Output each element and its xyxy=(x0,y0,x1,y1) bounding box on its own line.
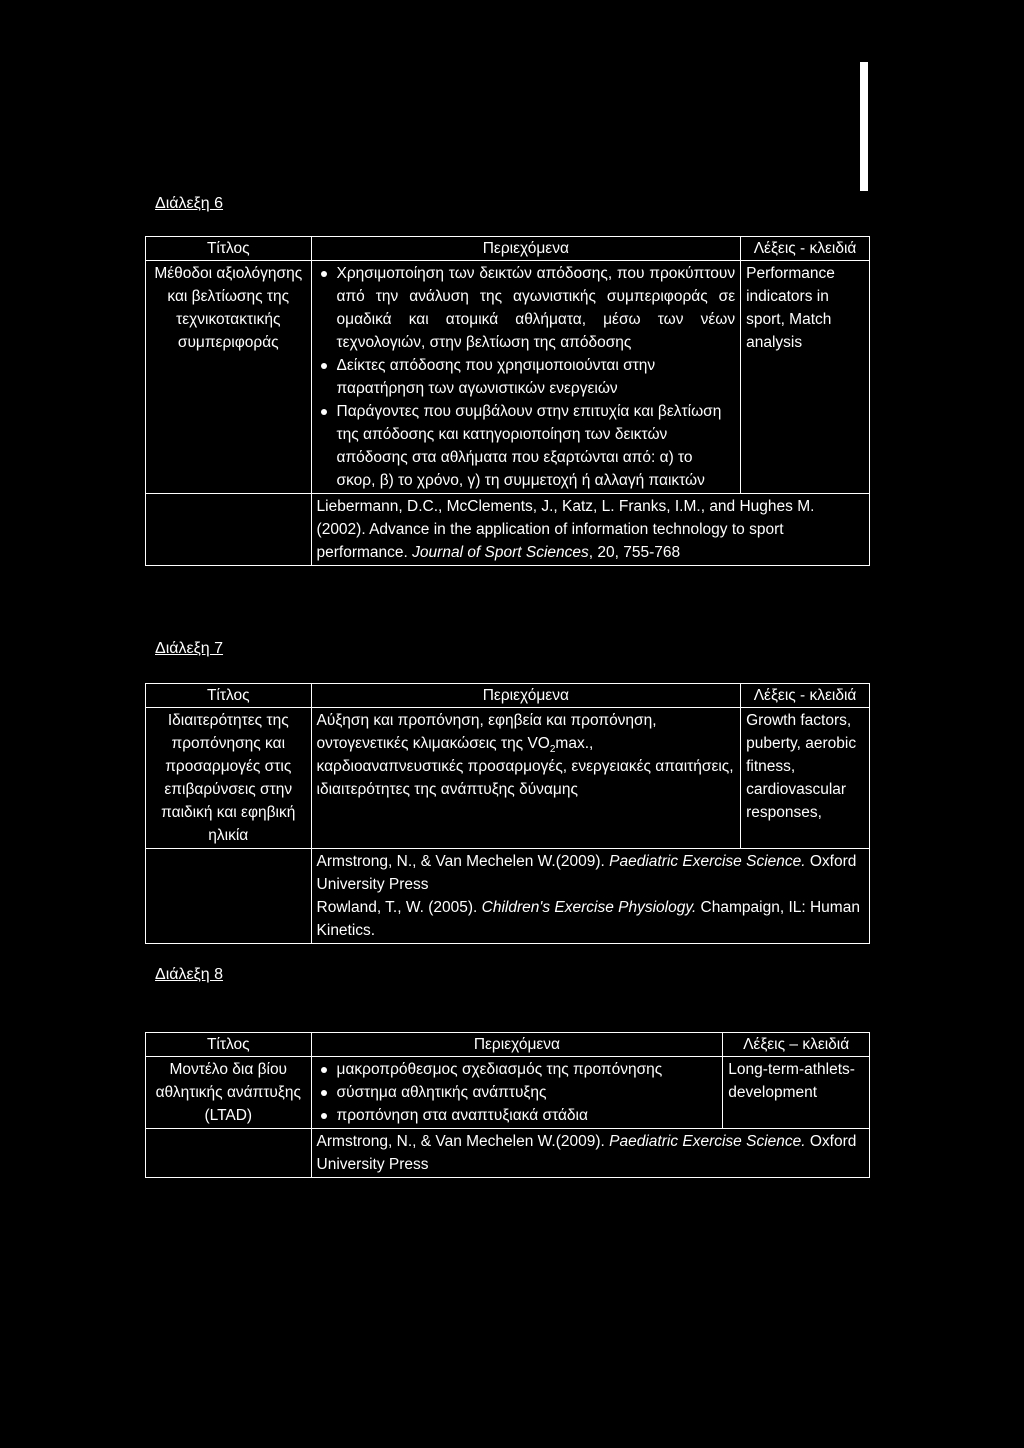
list-item: Δείκτες απόδοσης που χρησιμοποιούνται στην παρατήρηση των αγωνιστικών ενεργειών xyxy=(337,354,736,400)
table-row xyxy=(146,849,870,944)
header-title: Τίτλος xyxy=(146,684,312,708)
list-item: Χρησιμοποίηση των δεικτών απόδοσης, που προκύπτουν από την ανάλυση της αγωνιστικής συμπεριφοράς σε ομαδικά και ατομικά αθλήματα, μέσω των νέων τεχνολογιών, στην βελτίωση της απόδοσης xyxy=(337,262,736,354)
header-title: Τίτλος xyxy=(146,237,312,261)
lecture-8-reference: Armstrong, N., & Van Mechelen W.(2009). Paediatric Exercise Science. Oxford University Press xyxy=(311,1129,869,1178)
lecture-7-references xyxy=(311,849,869,944)
lecture-7-keywords: Growth factors, puberty, aerobic fitness, cardiovascular responses, xyxy=(741,708,870,849)
reference: Rowland, T., W. (2005). Children's Exercise Physiology. Champaign, IL: Human Kinetics. xyxy=(316,899,860,939)
header-keywords: Λέξεις - κλειδιά xyxy=(741,684,870,708)
table-row xyxy=(146,1129,870,1178)
header-keywords: Λέξεις - κλειδιά xyxy=(741,237,870,261)
lecture-6-reference: Liebermann, D.C., McClements, J., Katz, L. Franks, I.M., and Hughes M. (2002). Advance in the application of information technology to sport performance. Journal of Sport Sciences, 20, 755-768 xyxy=(311,494,869,566)
lecture-8-heading: Διάλεξη 8 xyxy=(155,966,224,983)
lecture-6-keywords: Performance indicators in sport, Match analysis xyxy=(741,261,870,494)
table-header-row xyxy=(146,684,870,708)
list-item: μακροπρόθεσμος σχεδιασμός της προπόνησης xyxy=(337,1058,718,1081)
header-keywords: Λέξεις – κλειδιά xyxy=(723,1033,870,1057)
header-content: Περιεχόμενα xyxy=(311,684,741,708)
lecture-8-keywords: Long-term-athlets-development xyxy=(723,1057,870,1129)
table-header-row xyxy=(146,237,870,261)
lecture-6-table xyxy=(145,236,870,566)
lecture-7-title: Ιδιαιτερότητες της προπόνησης και προσαρμογές στις επιβαρύνσεις στην παιδική και εφηβική ηλικία xyxy=(146,708,312,849)
header-content: Περιεχόμενα xyxy=(311,1033,723,1057)
table-row xyxy=(146,1057,870,1129)
header-title: Τίτλος xyxy=(146,1033,312,1057)
lecture-8-content xyxy=(311,1057,723,1129)
lecture-6-heading: Διάλεξη 6 xyxy=(155,195,224,212)
lecture-6-content xyxy=(311,261,741,494)
lecture-7-heading: Διάλεξη 7 xyxy=(155,640,224,657)
lecture-8-title: Μοντέλο δια βίου αθλητικής ανάπτυξης (LTAD) xyxy=(146,1057,312,1129)
list-item: προπόνηση στα αναπτυξιακά στάδια xyxy=(337,1104,718,1127)
list-item: σύστημα αθλητικής ανάπτυξης xyxy=(337,1081,718,1104)
table-row xyxy=(146,494,870,566)
lecture-8-table xyxy=(145,1032,870,1178)
lecture-6-title: Μέθοδοι αξιολόγησης και βελτίωσης της τεχνικοτακτικής συμπεριφοράς xyxy=(146,261,312,494)
table-row xyxy=(146,261,870,494)
header-content: Περιεχόμενα xyxy=(311,237,741,261)
table-row xyxy=(146,708,870,849)
margin-bar xyxy=(860,62,868,191)
list-item: Παράγοντες που συμβάλουν στην επιτυχία και βελτίωση της απόδοσης και κατηγοριοποίηση των δεικτών απόδοσης στα αθλήματα που εξαρτώνται από: α) το σκορ, β) το χρόνο, γ) τη συμμετοχή ή αλλαγή παικτών xyxy=(337,400,736,492)
reference: Armstrong, N., & Van Mechelen W.(2009). Paediatric Exercise Science. Oxford University Press xyxy=(316,853,857,893)
lecture-7-table xyxy=(145,683,870,944)
lecture-7-content: Αύξηση και προπόνηση, εφηβεία και προπόνηση, οντογενετικές κλιμακώσεις της $VO_2\max$., καρδιοαναπνευστικές προσαρμογές, ενεργειακές απαιτήσεις, ιδιαιτερότητες της ανάπτυξης δύναμης xyxy=(311,708,741,849)
table-header-row xyxy=(146,1033,870,1057)
